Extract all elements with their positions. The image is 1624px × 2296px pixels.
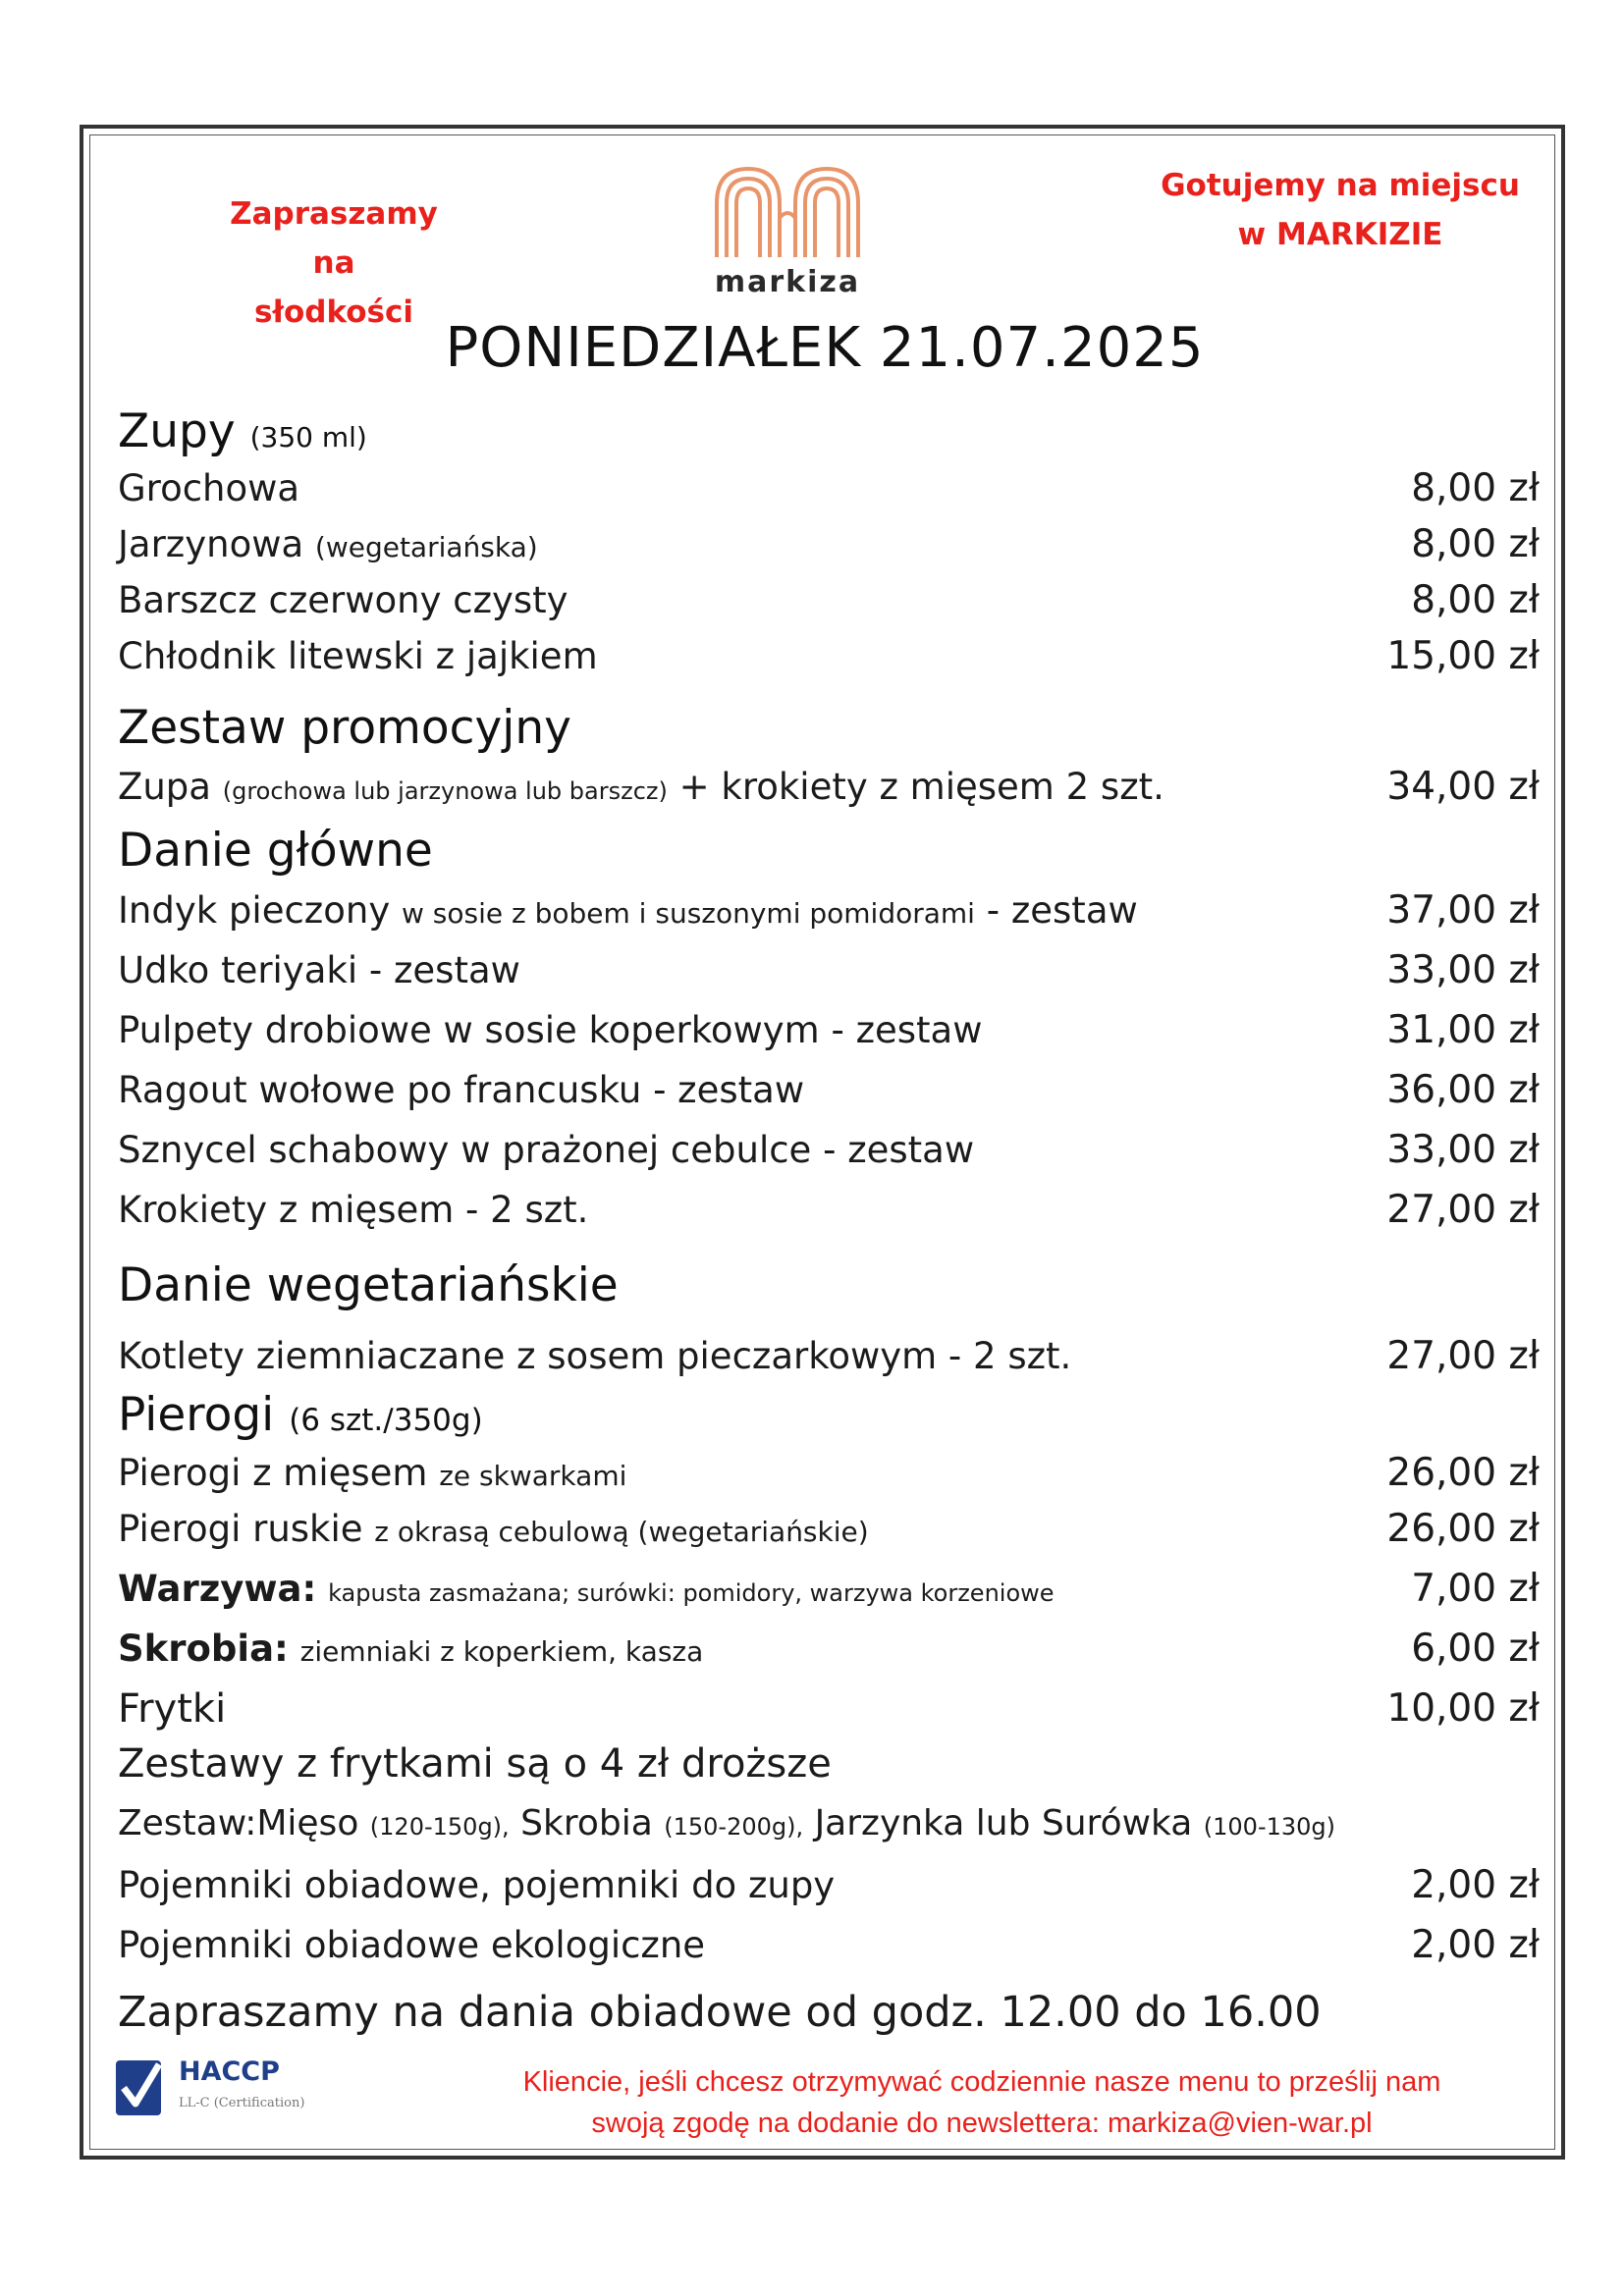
set-part-meat: Zestaw:Mięso	[118, 1803, 359, 1843]
cooking-on-site-note	[1159, 161, 1522, 259]
item-price: 31,00 zł	[1386, 1008, 1540, 1052]
item-name-wrap	[118, 1505, 869, 1557]
item-price: 34,00 zł	[1386, 765, 1540, 809]
promo-name-wrap	[118, 763, 1164, 816]
set-part-veg-weight: (100-130g)	[1203, 1813, 1336, 1841]
haccp-subtitle: LL-C (Certification)	[179, 2096, 305, 2110]
menu-item	[118, 1006, 1540, 1055]
item-price: 8,00 zł	[1411, 578, 1540, 622]
menu-item	[118, 1505, 1540, 1554]
menu-item	[118, 1921, 1540, 1970]
haccp-badge	[114, 2055, 320, 2123]
newsletter-line1: Kliencie, jeśli chcesz otrzymywać codziennie nasze menu to prześlij nam	[522, 2066, 1441, 2098]
item-name: Pulpety drobiowe w sosie koperkowym - zestaw	[118, 1009, 983, 1051]
promo-heading: Zestaw promocyjny	[118, 701, 571, 755]
newsletter-note	[432, 2061, 1532, 2144]
item-price: 26,00 zł	[1386, 1451, 1540, 1495]
item-price: 36,00 zł	[1386, 1068, 1540, 1112]
menu-item	[118, 886, 1540, 935]
item-price: 26,00 zł	[1386, 1507, 1540, 1551]
item-name: Pierogi ruskie	[118, 1508, 363, 1550]
menu-item	[118, 1625, 1540, 1674]
item-name-wrap	[118, 520, 538, 572]
menu-item	[118, 946, 1540, 995]
item-detail: (wegetariańska)	[314, 531, 538, 563]
item-price: 15,00 zł	[1386, 634, 1540, 678]
menu-item	[118, 1186, 1540, 1235]
menu-item	[118, 1565, 1540, 1614]
menu-item	[118, 1684, 1540, 1734]
set-composition	[118, 1796, 1335, 1854]
item-price: 37,00 zł	[1386, 888, 1540, 933]
item-name: Barszcz czerwony czysty	[118, 579, 568, 621]
menu-item	[118, 464, 1540, 513]
sweets-invitation	[206, 189, 461, 337]
fries-surcharge-note: Zestawy z frytkami są o 4 zł droższe	[118, 1741, 832, 1787]
menu-item	[118, 520, 1540, 569]
logo-wordmark: markiza	[714, 265, 861, 299]
haccp-check-icon	[114, 2055, 165, 2119]
item-name-wrap	[118, 1565, 1055, 1618]
item-name-wrap	[118, 1625, 703, 1677]
promo-item	[118, 763, 1540, 812]
cooking-note-line1: Gotujemy na miejscu	[1161, 168, 1520, 203]
item-label: Skrobia:	[118, 1628, 289, 1670]
item-name: Indyk pieczony	[118, 889, 391, 932]
item-detail: ze skwarkami	[439, 1460, 627, 1492]
set-part-meat-weight: (120-150g),	[369, 1813, 510, 1841]
item-name: Pierogi z mięsem	[118, 1452, 428, 1494]
item-label: Warzywa:	[118, 1568, 317, 1610]
item-detail: w sosie z bobem i suszonymi pomidorami	[401, 897, 975, 930]
item-price: 2,00 zł	[1411, 1863, 1540, 1907]
promo-name: Zupa	[118, 766, 211, 808]
vegetarian-heading: Danie wegetariańskie	[118, 1258, 619, 1312]
item-price: 2,00 zł	[1411, 1923, 1540, 1967]
pierogi-portion-note: (6 szt./350g)	[289, 1403, 483, 1438]
item-price: 27,00 zł	[1386, 1188, 1540, 1232]
item-name: Chłodnik litewski z jajkiem	[118, 635, 598, 677]
promo-detail: (grochowa lub jarzynowa lub barszcz)	[222, 777, 668, 805]
item-name: Ragout wołowe po francusku - zestaw	[118, 1069, 805, 1111]
set-part-starch-weight: (150-200g),	[664, 1813, 804, 1841]
item-name: Jarzynowa	[118, 523, 304, 565]
item-price: 7,00 zł	[1411, 1567, 1540, 1611]
sweets-invitation-line1: Zapraszamy na	[230, 196, 438, 281]
item-name: Udko teriyaki - zestaw	[118, 949, 520, 991]
menu-item	[118, 1449, 1540, 1498]
item-name-wrap	[118, 1449, 626, 1501]
menu-date-title: PONIEDZIAŁEK 21.07.2025	[445, 316, 1205, 380]
sweets-invitation-line2: słodkości	[254, 294, 413, 330]
menu-item	[118, 576, 1540, 625]
menu-item	[118, 1861, 1540, 1910]
item-suffix: - zestaw	[986, 889, 1138, 932]
promo-suffix: + krokiety z mięsem 2 szt.	[678, 766, 1164, 808]
item-name-wrap	[118, 886, 1138, 938]
item-name: Grochowa	[118, 467, 300, 509]
item-price: 6,00 zł	[1411, 1627, 1540, 1671]
item-name: Sznycel schabowy w prażonej cebulce - zestaw	[118, 1129, 975, 1171]
set-part-starch: Skrobia	[520, 1803, 653, 1843]
menu-item	[118, 1066, 1540, 1115]
item-name: Krokiety z mięsem - 2 szt.	[118, 1189, 589, 1231]
item-label: Frytki	[118, 1686, 227, 1732]
soups-heading-text: Zupy	[118, 404, 236, 458]
main-dishes-heading: Danie główne	[118, 824, 433, 878]
pierogi-heading	[118, 1386, 483, 1450]
item-price: 8,00 zł	[1411, 466, 1540, 510]
menu-item	[118, 632, 1540, 681]
soups-heading	[118, 402, 367, 467]
item-detail: z okrasą cebulową (wegetariańskie)	[374, 1516, 869, 1548]
opening-hours-note: Zapraszamy na dania obiadowe od godz. 12.00 do 16.00	[118, 1988, 1322, 2037]
item-detail: kapusta zasmażana; surówki: pomidory, warzywa korzeniowe	[328, 1579, 1055, 1607]
item-name: Pojemniki obiadowe ekologiczne	[118, 1924, 706, 1966]
haccp-title: HACCP	[179, 2056, 280, 2087]
menu-item	[118, 1332, 1540, 1381]
item-name: Pojemniki obiadowe, pojemniki do zupy	[118, 1864, 836, 1906]
menu-item	[118, 1126, 1540, 1175]
set-part-veg: Jarzynka lub Surówka	[814, 1803, 1193, 1843]
item-name: Kotlety ziemniaczane z sosem pieczarkowym - 2 szt.	[118, 1335, 1072, 1377]
item-price: 10,00 zł	[1386, 1686, 1540, 1731]
item-price: 33,00 zł	[1386, 1128, 1540, 1172]
item-detail: ziemniaki z koperkiem, kasza	[299, 1635, 704, 1668]
item-price: 8,00 zł	[1411, 522, 1540, 566]
pierogi-heading-text: Pierogi	[118, 1388, 275, 1442]
cooking-note-line2: w MARKIZIE	[1237, 217, 1443, 252]
newsletter-line2: swoją zgodę na dodanie do newslettera: markiza@vien-war.pl	[591, 2108, 1373, 2139]
markiza-logo-icon	[709, 159, 866, 262]
item-price: 33,00 zł	[1386, 948, 1540, 992]
soups-portion-note: (350 ml)	[249, 421, 367, 454]
item-price: 27,00 zł	[1386, 1334, 1540, 1378]
markiza-logo	[709, 159, 866, 299]
